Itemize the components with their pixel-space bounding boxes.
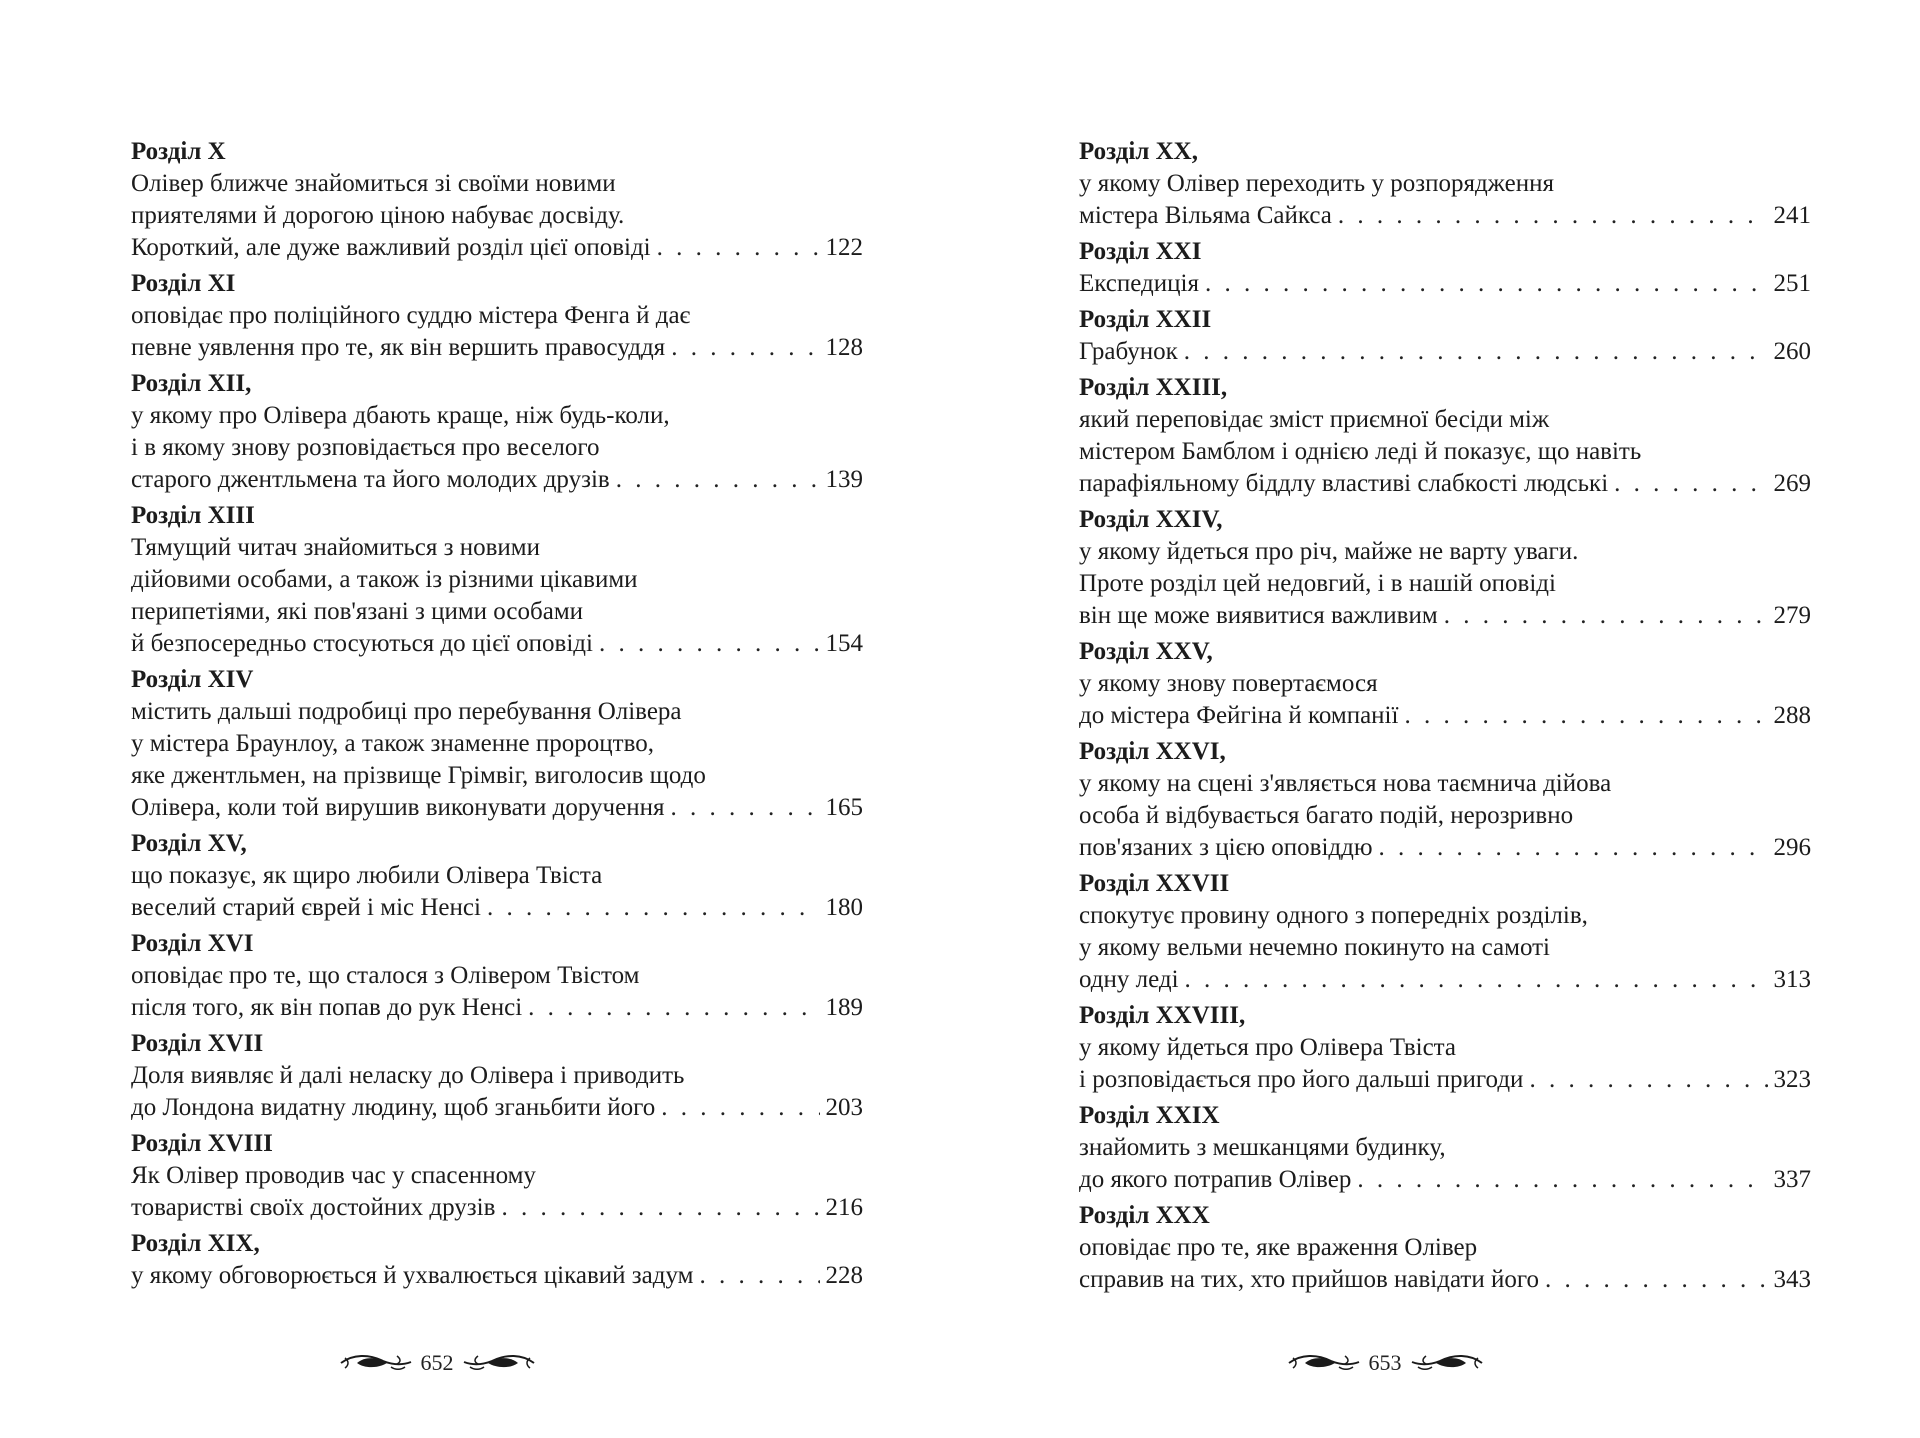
- chapter-description-text: після того, як він попав до рук Ненсі: [131, 994, 523, 1021]
- toc-entry: [1079, 504, 1811, 632]
- toc-entry: [131, 664, 863, 824]
- chapter-description-line: [1079, 468, 1811, 500]
- chapter-description-text: до якого потрапив Олівер: [1079, 1166, 1352, 1193]
- chapter-description-line: [131, 1260, 863, 1292]
- chapter-description-line: [1079, 1264, 1811, 1296]
- page-number: 228: [825, 1262, 863, 1289]
- chapter-heading: Розділ XVIII: [131, 1130, 273, 1157]
- page-number: 128: [825, 334, 863, 361]
- chapter-description-line: [131, 464, 863, 496]
- chapter-description-line: приятелями й дорогою ціною набуває досвіду.: [131, 202, 625, 229]
- chapter-description-line: Проте розділ цей недовгий, і в нашій оповіді: [1079, 570, 1556, 597]
- dot-leader: [1545, 1264, 1768, 1296]
- folio-number: 653: [1368, 1350, 1402, 1375]
- chapter-description-line: [1079, 200, 1811, 232]
- dot-leader: [1614, 468, 1767, 500]
- dot-leader: [1404, 700, 1767, 732]
- chapter-description-line: [1079, 600, 1811, 632]
- toc-entry: [131, 136, 863, 264]
- toc-entry: [131, 928, 863, 1024]
- right-folio: [1079, 1348, 1811, 1378]
- chapter-description-line: [131, 1192, 863, 1224]
- leaf-flourish-ornament-icon: [462, 1348, 536, 1378]
- page-number: 343: [1773, 1266, 1811, 1293]
- toc-entry: [131, 500, 863, 660]
- toc-entry: [131, 1028, 863, 1124]
- chapter-description-line: знайомить з мешканцями будинку,: [1079, 1134, 1446, 1161]
- chapter-description-line: перипетіями, які пов'язані з цими особами: [131, 598, 584, 625]
- leaf-flourish-ornament-icon: [339, 1348, 413, 1378]
- left-page: [131, 0, 863, 1438]
- chapter-description-line: Олівер ближче знайомиться зі своїми новими: [131, 170, 616, 197]
- chapter-description-line: містить дальші подробиці про перебування Олівера: [131, 698, 682, 725]
- chapter-heading: Розділ XIII: [131, 502, 255, 529]
- dot-leader: [657, 232, 820, 264]
- page-number: 189: [825, 994, 863, 1021]
- chapter-heading: Розділ XXI: [1079, 238, 1202, 265]
- chapter-description-line: [1079, 964, 1811, 996]
- chapter-heading: Розділ XVII: [131, 1030, 264, 1057]
- toc-entry: [131, 828, 863, 924]
- chapter-heading: Розділ XI: [131, 270, 236, 297]
- chapter-description-text: веселий старий єврей і міс Ненсі: [131, 894, 481, 921]
- chapter-description-line: містером Бамблом і однією леді й показує, що навіть: [1079, 438, 1642, 465]
- chapter-heading: Розділ XXIV,: [1079, 506, 1223, 533]
- chapter-heading: Розділ XXV,: [1079, 638, 1213, 665]
- dot-leader: [528, 992, 819, 1024]
- chapter-heading: Розділ XXVIII,: [1079, 1002, 1246, 1029]
- chapter-description-line: у якому йдеться про Олівера Твіста: [1079, 1034, 1456, 1061]
- chapter-heading: Розділ XXVI,: [1079, 738, 1226, 765]
- page-number: 279: [1773, 602, 1811, 629]
- chapter-description-text: до Лондона видатну людину, щоб зганьбити його: [131, 1094, 656, 1121]
- page-number: 165: [825, 794, 863, 821]
- chapter-description-text: Експедиція: [1079, 270, 1199, 297]
- chapter-description-line: Як Олівер проводив час у спасенному: [131, 1162, 536, 1189]
- chapter-description-line: оповідає про поліційного суддю містера Фенга й дає: [131, 302, 691, 329]
- chapter-description-line: [1079, 832, 1811, 864]
- chapter-description-text: Короткий, але дуже важливий розділ цієї оповіді: [131, 234, 651, 261]
- chapter-description-text: він ще може виявитися важливим: [1079, 602, 1438, 629]
- chapter-description-line: у містера Браунлоу, а також знаменне пророцтво,: [131, 730, 654, 757]
- chapter-description-text: певне уявлення про те, як він вершить правосуддя: [131, 334, 666, 361]
- chapter-description-line: Тямущий читач знайомиться з новими: [131, 534, 541, 561]
- chapter-description-line: [131, 892, 863, 924]
- toc-entry: [131, 368, 863, 496]
- page-number: 337: [1773, 1166, 1811, 1193]
- chapter-heading: Розділ XXX: [1079, 1202, 1210, 1229]
- dot-leader: [661, 1092, 819, 1124]
- chapter-description-line: який переповідає зміст приємної бесіди між: [1079, 406, 1550, 433]
- right-page: [1079, 0, 1811, 1438]
- leaf-flourish-ornament-icon: [1287, 1348, 1361, 1378]
- page-number: 216: [825, 1194, 863, 1221]
- dot-leader: [1357, 1164, 1767, 1196]
- chapter-description-line: і в якому знову розповідається про веселого: [131, 434, 600, 461]
- chapter-description-line: [1079, 1164, 1811, 1196]
- chapter-description-line: [1079, 268, 1811, 300]
- dot-leader: [1184, 336, 1768, 368]
- chapter-heading: Розділ XIX,: [131, 1230, 260, 1257]
- chapter-heading: Розділ XXII: [1079, 306, 1212, 333]
- toc-right: [1079, 136, 1811, 1300]
- chapter-description-line: [131, 332, 863, 364]
- chapter-description-text: Олівера, коли той вирушив виконувати доручення: [131, 794, 665, 821]
- toc-entry: [1079, 868, 1811, 996]
- dot-leader: [699, 1260, 819, 1292]
- dot-leader: [487, 892, 820, 924]
- chapter-description-line: [131, 628, 863, 660]
- dot-leader: [616, 464, 820, 496]
- chapter-description-line: дійовими особами, а також із різними цікавими: [131, 566, 638, 593]
- chapter-description-line: оповідає про те, яке враження Олівер: [1079, 1234, 1478, 1261]
- toc-entry: [1079, 1000, 1811, 1096]
- page-number: 139: [825, 466, 863, 493]
- dot-leader: [1529, 1064, 1767, 1096]
- page-number: 288: [1773, 702, 1811, 729]
- page-number: 313: [1773, 966, 1811, 993]
- chapter-description-line: [131, 992, 863, 1024]
- page-number: 122: [825, 234, 863, 261]
- chapter-description-line: оповідає про те, що сталося з Олівером Твістом: [131, 962, 640, 989]
- chapter-heading: Розділ XV,: [131, 830, 247, 857]
- toc-entry: [1079, 636, 1811, 732]
- toc-entry: [1079, 236, 1811, 300]
- dot-leader: [599, 628, 820, 660]
- chapter-description-text: й безпосередньо стосуються до цієї оповіді: [131, 630, 593, 657]
- chapter-description-line: особа й відбувається багато подій, нерозривно: [1079, 802, 1574, 829]
- page-number: 241: [1773, 202, 1811, 229]
- page-number: 251: [1773, 270, 1811, 297]
- chapter-heading: Розділ XXIX: [1079, 1102, 1220, 1129]
- chapter-description-line: [131, 232, 863, 264]
- toc-entry: [1079, 736, 1811, 864]
- chapter-description-line: Доля виявляє й далі неласку до Олівера і приводить: [131, 1062, 685, 1089]
- dot-leader: [1185, 964, 1768, 996]
- toc-entry: [1079, 136, 1811, 232]
- folio-number: 652: [420, 1350, 454, 1375]
- dot-leader: [671, 332, 819, 364]
- page-number: 260: [1773, 338, 1811, 365]
- chapter-description-line: [1079, 1064, 1811, 1096]
- chapter-description-text: товаристві своїх достойних друзів: [131, 1194, 496, 1221]
- dot-leader: [501, 1192, 819, 1224]
- chapter-description-line: у якому про Олівера дбають краще, ніж будь-коли,: [131, 402, 670, 429]
- toc-entry: [1079, 372, 1811, 500]
- chapter-description-text: містера Вільяма Сайкса: [1079, 202, 1332, 229]
- chapter-heading: Розділ X: [131, 138, 226, 165]
- chapter-description-line: у якому на сцені з'являється нова таємнича дійова: [1079, 770, 1612, 797]
- chapter-description-text: до містера Фейгіна й компанії: [1079, 702, 1399, 729]
- toc-entry: [131, 1128, 863, 1224]
- chapter-description-text: і розповідається про його дальші пригоди: [1079, 1066, 1524, 1093]
- toc-entry: [1079, 1200, 1811, 1296]
- toc-entry: [131, 268, 863, 364]
- dot-leader: [670, 792, 819, 824]
- chapter-description-text: у якому обговорюється й ухвалюється цікавий задум: [131, 1262, 694, 1289]
- chapter-description-line: у якому йдеться про річ, майже не варту уваги.: [1079, 538, 1579, 565]
- chapter-description-line: у якому Олівер переходить у розпорядження: [1079, 170, 1554, 197]
- dot-leader: [1338, 200, 1768, 232]
- chapter-heading: Розділ XXIII,: [1079, 374, 1228, 401]
- chapter-description-text: старого джентльмена та його молодих друзів: [131, 466, 610, 493]
- chapter-description-text: Грабунок: [1079, 338, 1178, 365]
- page-number: 296: [1773, 834, 1811, 861]
- chapter-description-line: [131, 792, 863, 824]
- toc-entry: [1079, 304, 1811, 368]
- toc-left: [131, 136, 863, 1296]
- chapter-description-line: що показує, як щиро любили Олівера Твіста: [131, 862, 603, 889]
- page-number: 203: [825, 1094, 863, 1121]
- page-number: 269: [1773, 470, 1811, 497]
- chapter-description-line: спокутує провину одного з попередніх розділів,: [1079, 902, 1588, 929]
- chapter-description-line: [1079, 700, 1811, 732]
- chapter-heading: Розділ XII,: [131, 370, 252, 397]
- dot-leader: [1205, 268, 1768, 300]
- page-number: 180: [825, 894, 863, 921]
- chapter-heading: Розділ XXVII: [1079, 870, 1230, 897]
- chapter-description-text: пов'язаних з цією оповіддю: [1079, 834, 1373, 861]
- chapter-description-line: яке джентльмен, на прізвище Грімвіг, виголосив щодо: [131, 762, 706, 789]
- chapter-description-line: [131, 1092, 863, 1124]
- chapter-description-text: справив на тих, хто прийшов навідати його: [1079, 1266, 1539, 1293]
- chapter-heading: Розділ XIV: [131, 666, 254, 693]
- page-number: 154: [825, 630, 863, 657]
- dot-leader: [1379, 832, 1768, 864]
- chapter-heading: Розділ XVI: [131, 930, 254, 957]
- toc-entry: [131, 1228, 863, 1292]
- page-number: 323: [1773, 1066, 1811, 1093]
- leaf-flourish-ornament-icon: [1410, 1348, 1484, 1378]
- toc-entry: [1079, 1100, 1811, 1196]
- chapter-description-text: одну леді: [1079, 966, 1179, 993]
- chapter-heading: Розділ XX,: [1079, 138, 1198, 165]
- chapter-description-text: парафіяльному біддлу властиві слабкості людські: [1079, 470, 1609, 497]
- chapter-description-line: [1079, 336, 1811, 368]
- chapter-description-line: у якому вельми нечемно покинуто на самоті: [1079, 934, 1550, 961]
- left-folio: [131, 1348, 863, 1378]
- chapter-description-line: у якому знову повертаємося: [1079, 670, 1378, 697]
- dot-leader: [1444, 600, 1768, 632]
